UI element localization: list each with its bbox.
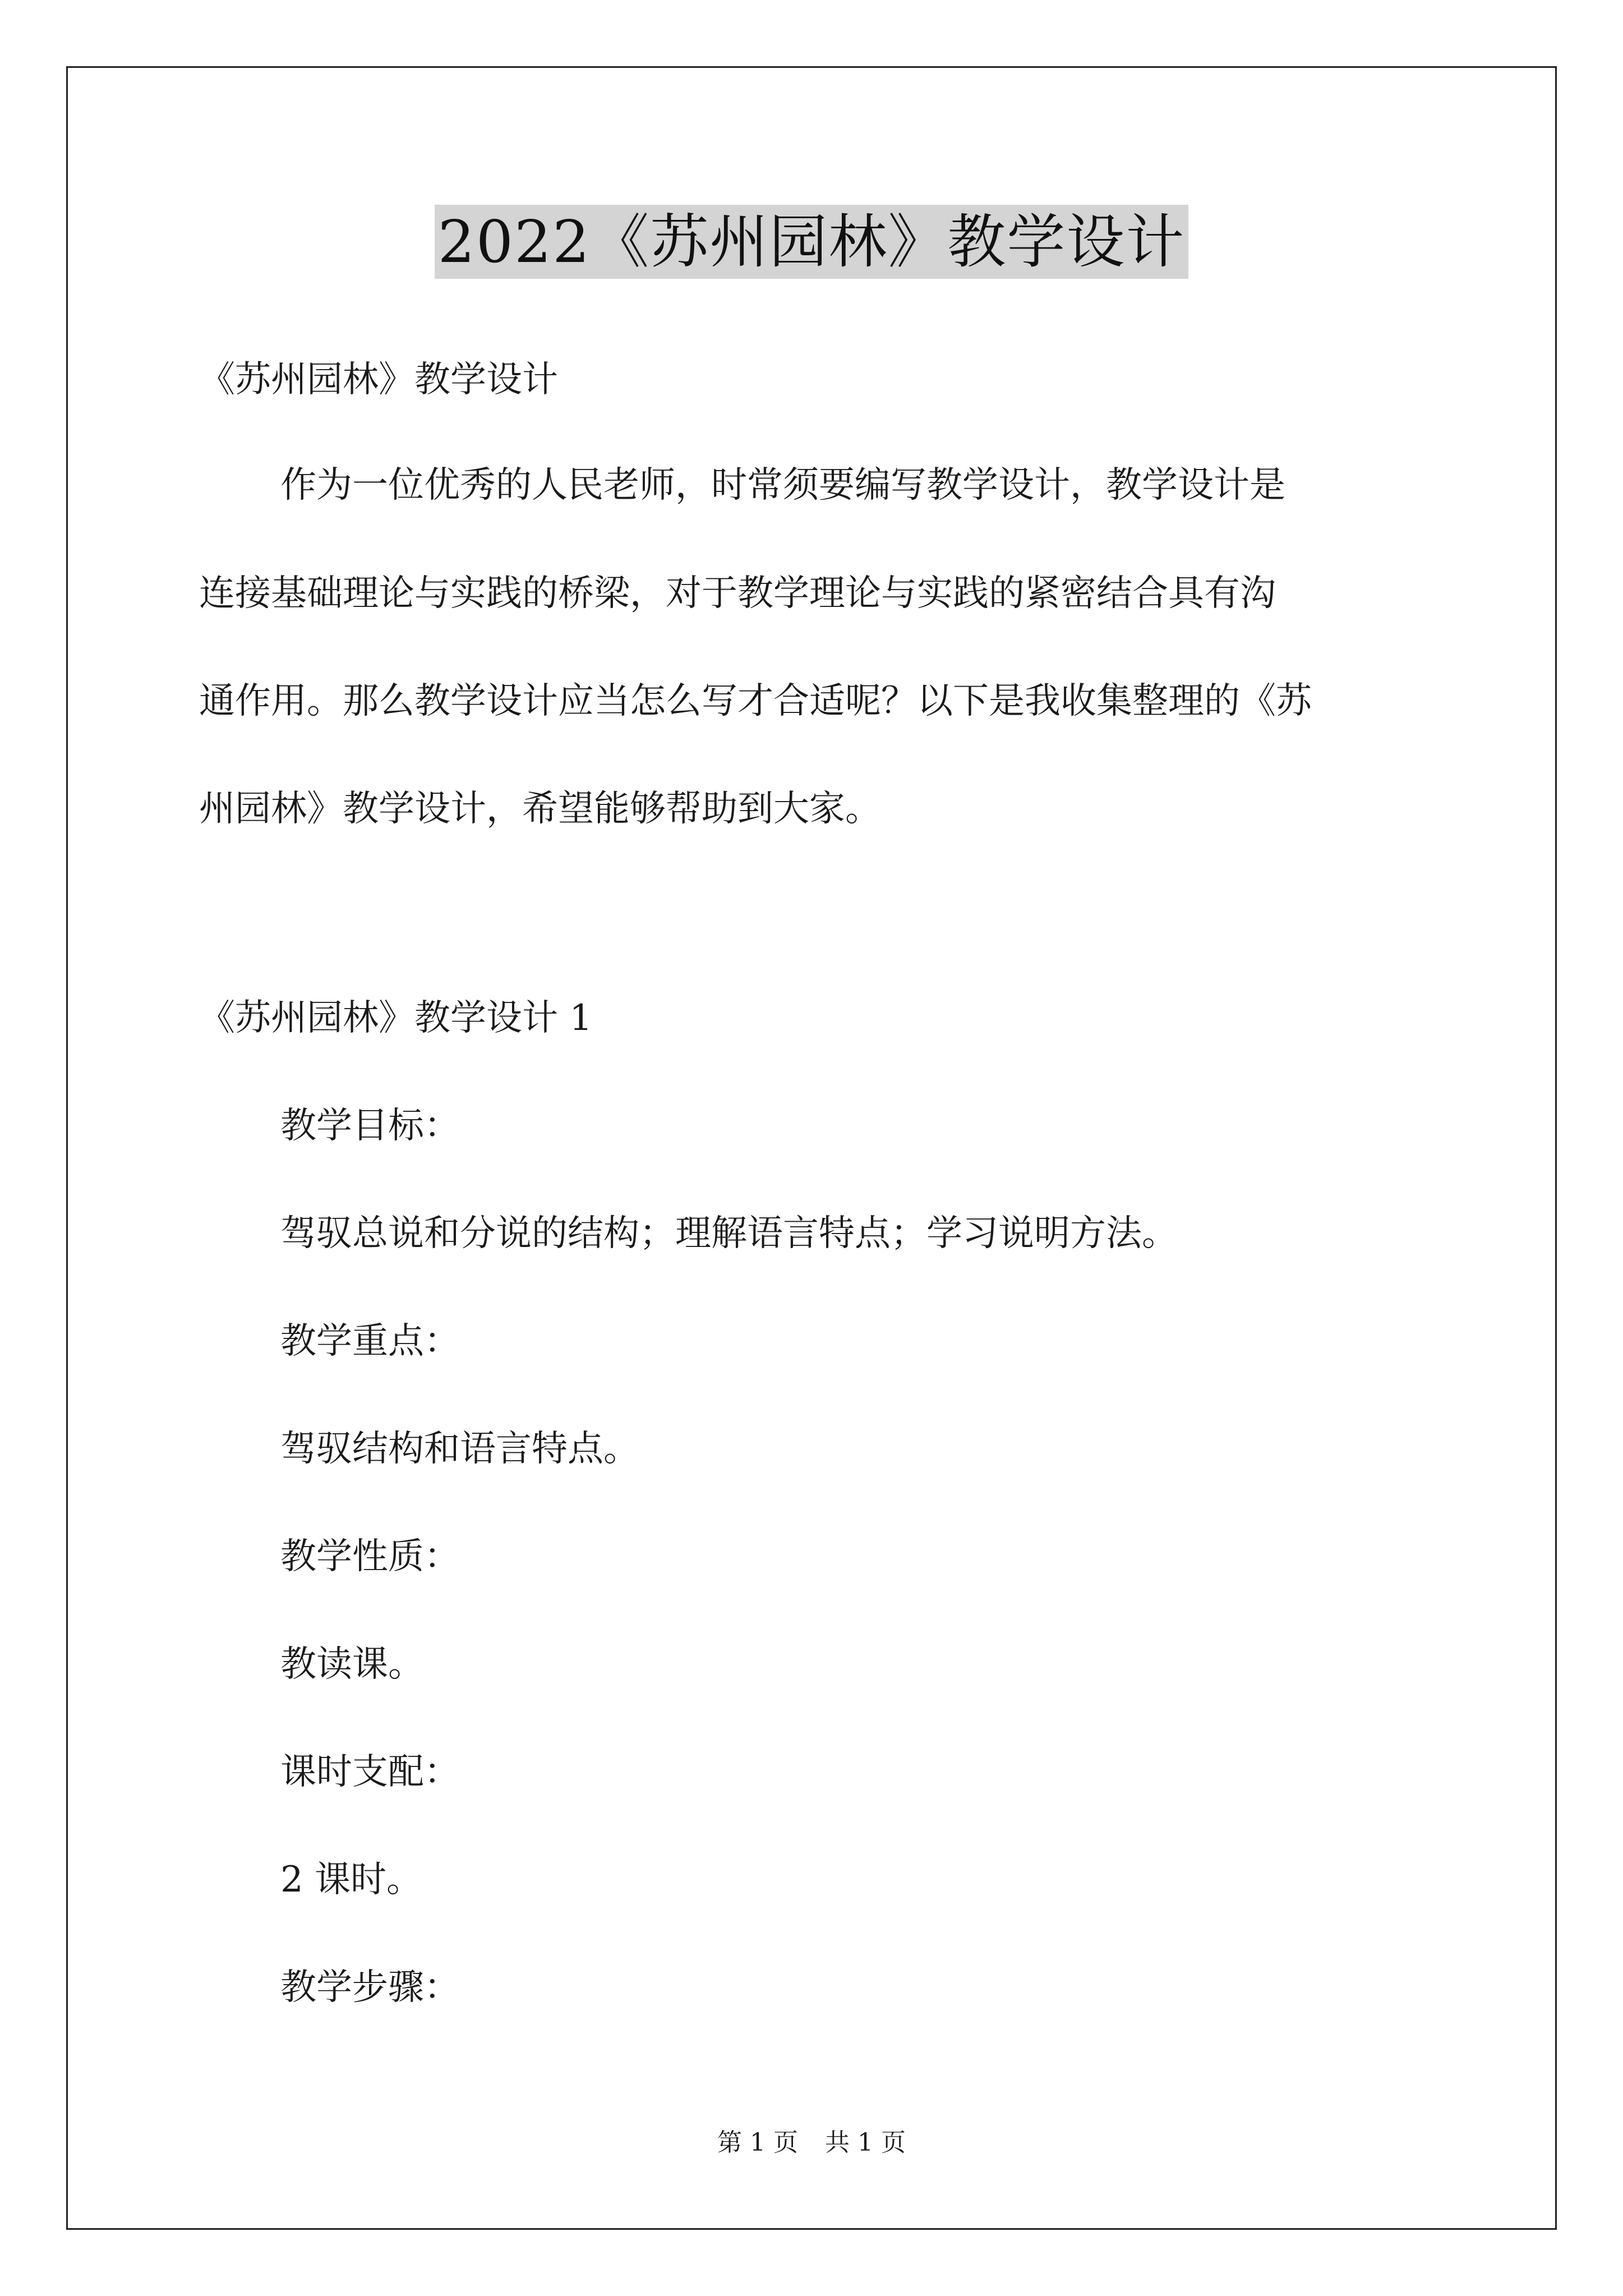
list-item-schedule-label: 课时支配： — [280, 1751, 460, 1793]
page-number-total: 共 1 页 — [825, 2128, 906, 2157]
list-item-key-points-label: 教学重点： — [280, 1320, 460, 1362]
list-item-lesson-type-label: 教学性质： — [280, 1536, 460, 1577]
document-title: 2022《苏州园林》教学设计 — [435, 205, 1189, 279]
section-heading: 《苏州园林》教学设计 1 — [199, 997, 593, 1039]
list-item-schedule: 2 课时。 — [280, 1859, 423, 1901]
intro-line-4: 州园林》教学设计，希望能够帮助到大家。 — [199, 788, 881, 830]
intro-line-2: 连接基础理论与实践的桥梁，对于教学理论与实践的紧密结合具有沟 — [199, 573, 1276, 614]
list-item-teaching-goals-label: 教学目标： — [280, 1105, 460, 1147]
document-subtitle: 《苏州园林》教学设计 — [199, 359, 558, 401]
list-item-teaching-goals: 驾驭总说和分说的结构；理解语言特点；学习说明方法。 — [280, 1213, 1178, 1254]
intro-line-3: 通作用。那么教学设计应当怎么写才合适呢？以下是我收集整理的《苏 — [199, 680, 1312, 722]
intro-line-1: 作为一位优秀的人民老师，时常须要编写教学设计，教学设计是 — [280, 464, 1285, 506]
page-footer — [0, 2126, 1623, 2160]
list-item-lesson-type: 教读课。 — [280, 1644, 424, 1685]
page-number-current: 第 1 页 — [717, 2128, 798, 2157]
list-item-key-points: 驾驭结构和语言特点。 — [280, 1428, 639, 1470]
title-container — [0, 205, 1623, 279]
list-item-steps-label: 教学步骤： — [280, 1967, 460, 2008]
